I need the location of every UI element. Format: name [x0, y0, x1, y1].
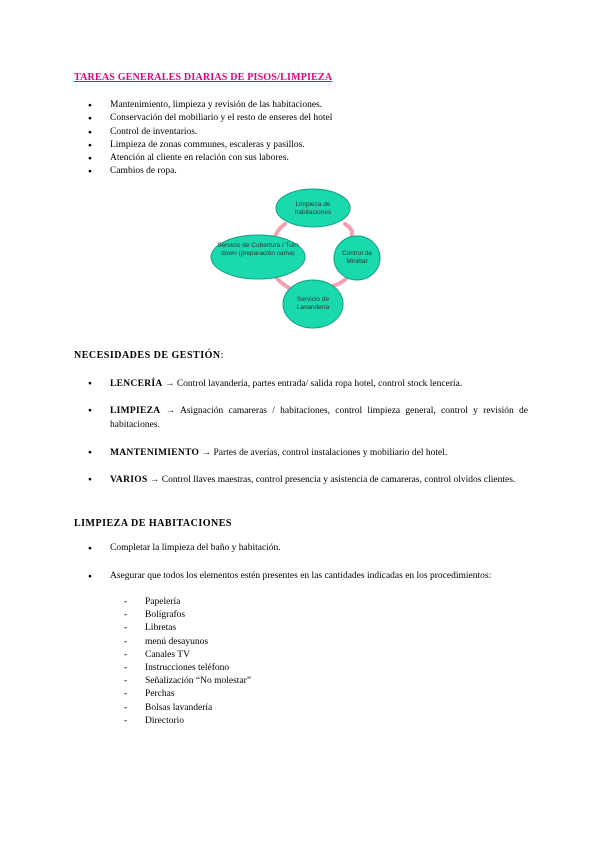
arrow-glyph: →	[164, 379, 175, 389]
list-item: ● Atención al cliente en relación con sus labores.	[88, 152, 528, 165]
need-label: LENCERÍA	[110, 379, 163, 389]
supply-item: - Directorio	[124, 715, 251, 728]
supply-item: - Perchas	[124, 688, 251, 701]
supply-item: - Instrucciones teléfono	[124, 662, 251, 675]
management-needs-heading	[74, 350, 224, 361]
arrow-glyph: →	[165, 406, 176, 416]
room-supplies-list	[124, 596, 251, 728]
arrow-glyph: →	[149, 475, 160, 485]
heading-colon: :	[220, 350, 224, 361]
node-label: Limpieza de habitaciones	[294, 201, 332, 216]
list-item: ● Mantenimiento, limpieza y revisión de las habitaciones.	[88, 99, 528, 112]
list-item	[88, 473, 528, 487]
list-item	[88, 446, 528, 460]
need-text: Control llaves maestras, control presencia y asistencia de camareras, control olvidos clientes.	[161, 475, 516, 485]
supply-item: - Libretas	[124, 622, 251, 635]
node-label: Servicio de Cobertura / Turn down (preparación cama)	[217, 242, 299, 257]
page-title: TAREAS GENERALES DIARIAS DE PISOS/LIMPIEZA	[74, 72, 333, 83]
cycle-arrow	[275, 224, 285, 236]
list-item	[88, 404, 528, 432]
list-item	[88, 377, 528, 391]
node-label: Servicio de Lavandería	[296, 296, 330, 311]
supply-item: - Bolígrafos	[124, 609, 251, 622]
need-label: LIMPIEZA	[110, 406, 161, 416]
supply-item: - Canales TV	[124, 649, 251, 662]
list-item: ● Limpieza de zonas communes, escaleras y pasillos.	[88, 139, 528, 152]
list-item: ● Cambios de ropa.	[88, 165, 528, 178]
supply-item: - Señalización “No molestar”	[124, 675, 251, 688]
need-text: Partes de averías, control instalaciones y mobiliario del hotel.	[213, 448, 448, 458]
cycle-arrow	[345, 224, 352, 238]
arrow-glyph: →	[201, 448, 212, 458]
need-text: Asignación camareras / habitaciones, control limpieza general, control y revisión de habitaciones.	[110, 406, 529, 430]
room-cleaning-heading: LIMPIEZA DE HABITACIONES	[74, 518, 232, 529]
cycle-arrow	[275, 276, 289, 288]
list-item: ● Control de inventarios.	[88, 126, 528, 139]
supply-item: - Papelería	[124, 596, 251, 609]
list-item: ● Completar la limpieza del baño y habitación.	[88, 542, 281, 555]
list-item: ● Asegurar que todos los elementos estén presentes en las cantidades indicadas en los procedimientos:	[88, 570, 491, 583]
daily-tasks-list	[88, 99, 528, 179]
heading-text: NECESIDADES DE GESTIÓN	[74, 350, 221, 361]
supply-item: - Bolsas lavandería	[124, 702, 251, 715]
node-label: Control de Minibar	[342, 250, 372, 265]
need-label: VARIOS	[110, 475, 148, 485]
need-text: Control lavandería, partes entrada/ salida ropa hotel, control stock lencería.	[176, 379, 463, 389]
supply-item: - menú desayunos	[124, 636, 251, 649]
cycle-diagram	[205, 186, 395, 341]
list-item: ● Conservación del mobiliario y el resto de enseres del hotel	[88, 112, 528, 125]
need-label: MANTENIMIENTO	[110, 448, 200, 458]
